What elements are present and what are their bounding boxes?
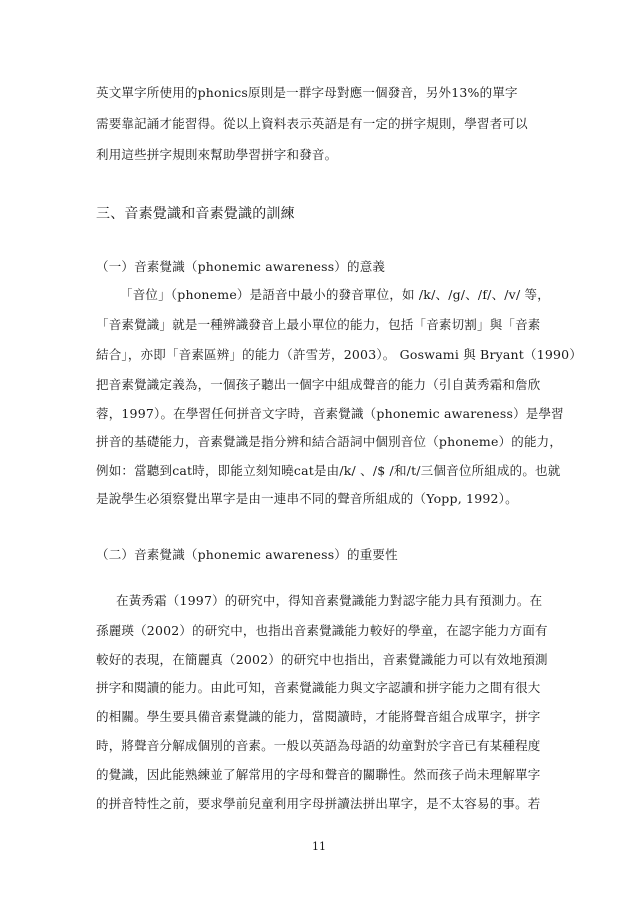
paragraph-line: 在黃秀霜（1997）的研究中，得知音素覺識能力對認字能力具有預測力。在	[116, 593, 543, 608]
paragraph-line: 結合」，亦即「音素區辨」的能力（許雪芳，2003）。 Goswami 與 Bryant（1990）	[96, 347, 583, 362]
paragraph-line: 把音素覺識定義為，一個孩子聽出一個字中組成聲音的能力（引自黃秀霜和詹欣	[96, 377, 541, 392]
paragraph-line: 「音位」（phoneme）是語音中最小的發音單位，如 /k/、/g/、/f/、/v/ 等，	[120, 287, 550, 302]
paragraph-line: 拼字和閱讀的能力。由此可知，音素覺識能力與文字認讀和拼字能力之間有很大	[96, 680, 541, 695]
page-number: 11	[312, 840, 326, 853]
paragraph-line: 孫麗瑛（2002）的研究中，也指出音素覺識能力較好的學童，在認字能力方面有	[96, 623, 548, 638]
intro-line-3: 利用這些拼字規則來幫助學習拼字和發音。	[96, 147, 338, 162]
paragraph-line: 「音素覺識」就是一種辨識發音上最小單位的能力，包括「音素切割」與「音素	[96, 317, 541, 332]
intro-line-2: 需要靠記誦才能習得。從以上資料表示英語是有一定的拼字規則，學習者可以	[96, 116, 528, 131]
paragraph-line: 例如：當聽到cat時，即能立刻知曉cat是由/k/ 、/$ /和/t/三個音位所組成的。也就	[96, 463, 561, 478]
subsection-1-heading: （一）音素覺識（phonemic awareness）的意義	[96, 259, 386, 274]
paragraph-line: 拼音的基礎能力，音素覺識是指分辨和結合語詞中個別音位（phoneme）的能力，	[96, 434, 563, 449]
paragraph-line: 是說學生必須察覺出單字是由一連串不同的聲音所組成的（Yopp, 1992）。	[96, 491, 518, 506]
paragraph-line: 時，將聲音分解成個別的音素。一般以英語為母語的幼童對於字音已有某種程度	[96, 738, 541, 753]
intro-line-1: 英文單字所使用的phonics原則是一群字母對應一個發音，另外13%的單字	[96, 85, 518, 100]
paragraph-line: 的覺識，因此能熟練並了解常用的字母和聲音的關聯性。然而孩子尚未理解單字	[96, 767, 541, 782]
paragraph-line: 的相關。學生要具備音素覺識的能力，當閱讀時，才能將聲音組合成單字，拼字	[96, 709, 541, 724]
subsection-2-heading: （二）音素覺識（phonemic awareness）的重要性	[96, 547, 398, 562]
section-heading: 三、音素覺識和音素覺識的訓練	[96, 206, 295, 222]
paragraph-line: 較好的表現，在簡麗真（2002）的研究中也指出，音素覺識能力可以有效地預測	[96, 652, 548, 667]
paragraph-line: 蓉，1997）。在學習任何拼音文字時，音素覺識（phonemic awareness）是學習	[96, 406, 564, 421]
paragraph-line: 的拼音特性之前，要求學前兒童利用字母拼讀法拼出單字，是不太容易的事。若	[96, 796, 541, 811]
